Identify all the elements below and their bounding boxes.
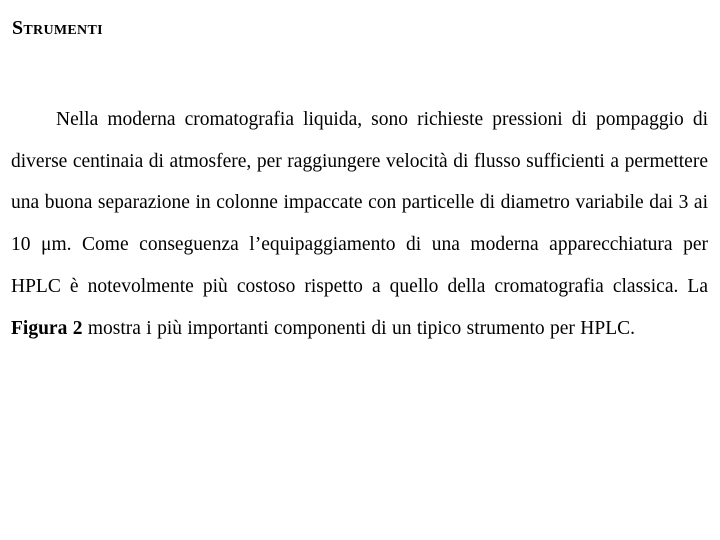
section-heading: Strumenti xyxy=(12,17,103,39)
paragraph-text-end: mostra i più importanti componenti di un tipico strumento per HPLC. xyxy=(82,317,635,339)
paragraph-text-start: Nella moderna cromatografia liquida, sono richieste pressioni di pompaggio di diverse centinaia di atmosfere, per raggiungere velocità di flusso sufficienti a permettere una buona separazione in colonne impaccate con particelle di diametro variabile dai 3 ai 10 μm. Come conseguenza l’equipaggiamento di una moderna apparecchiatura per HPLC è notevolmente più costoso rispetto a quello della cromatografia classica. La xyxy=(11,109,708,297)
body-paragraph xyxy=(11,99,708,349)
figure-reference: Figura 2 xyxy=(11,317,83,339)
